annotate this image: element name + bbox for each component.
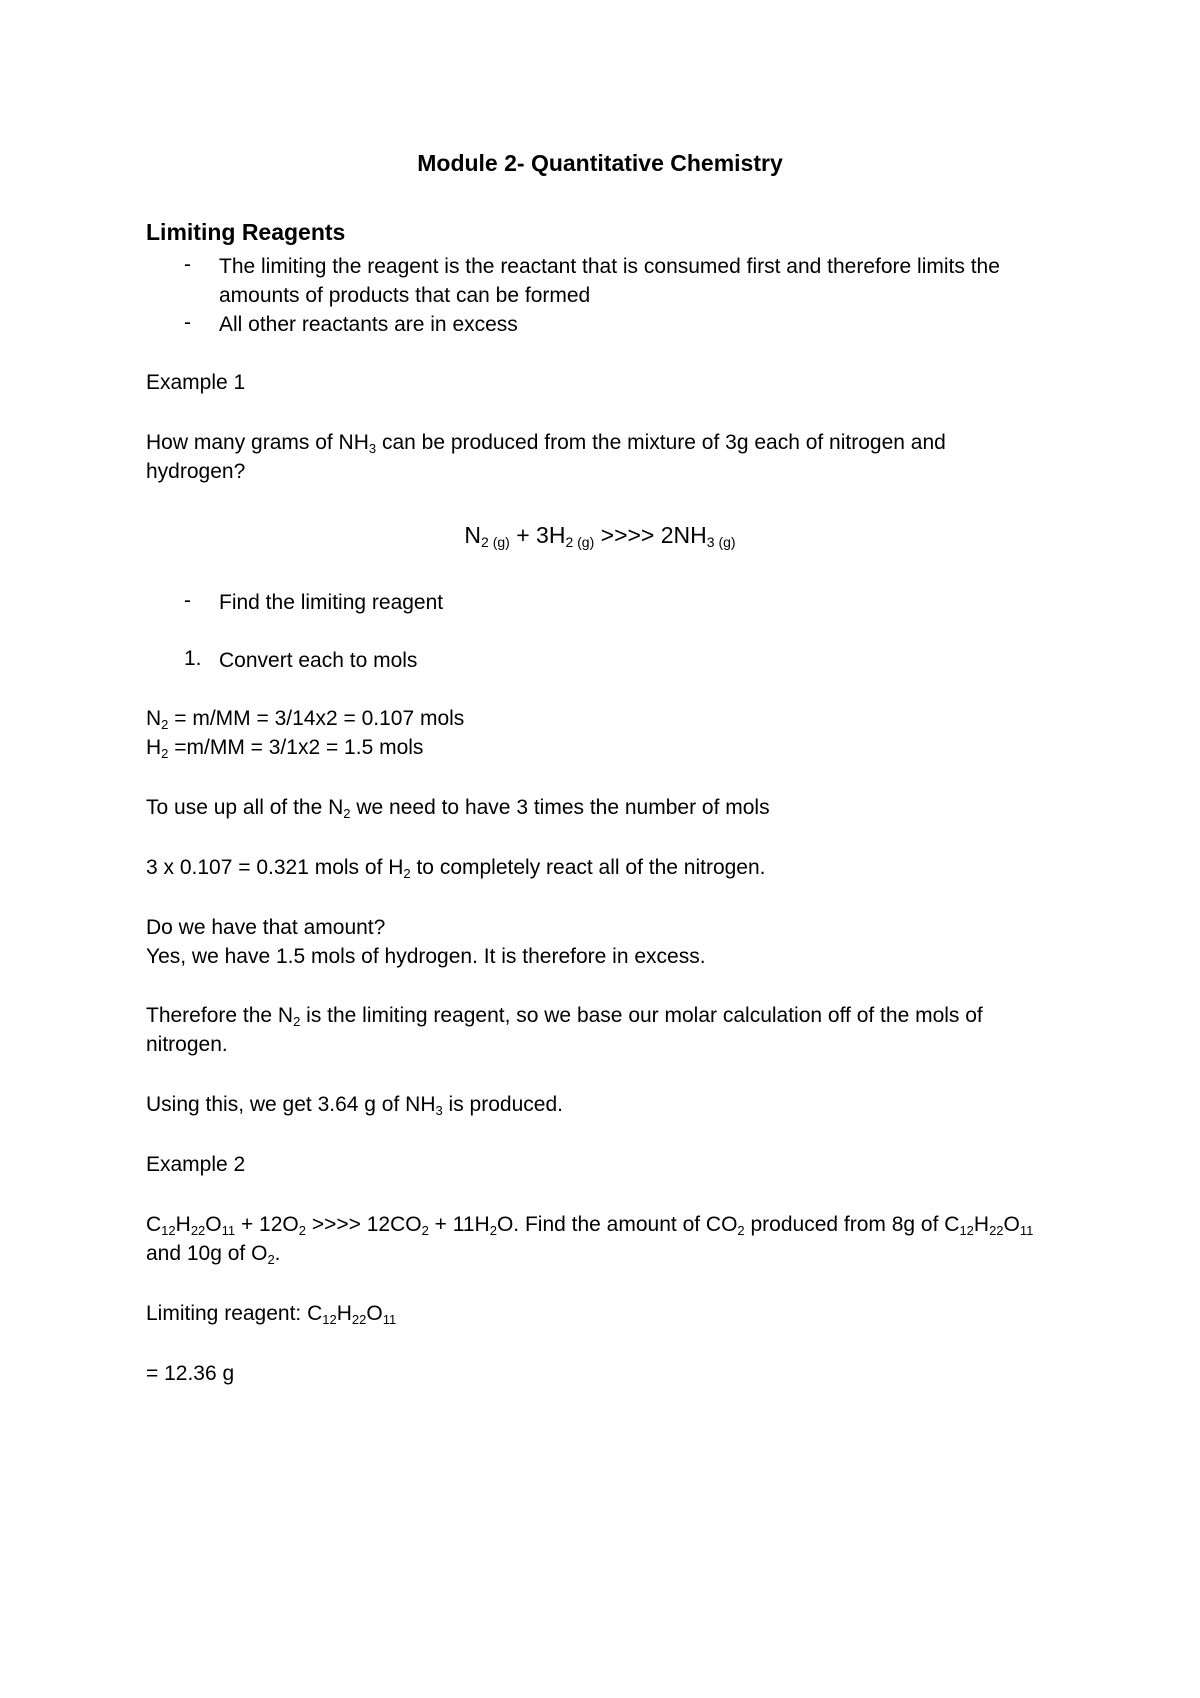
text-run: Using this, we get 3.64 g of NH — [146, 1093, 436, 1116]
text-run: to completely react all of the nitrogen. — [410, 856, 766, 879]
text-run: is produced. — [442, 1093, 563, 1116]
bullet-line: The limiting the reagent is the reactant that is consumed first and therefore limits the — [219, 255, 1000, 278]
bullet-dash: - — [184, 589, 191, 612]
question-amount: Do we have that amount? — [146, 916, 386, 939]
reaction-equation — [0, 522, 1200, 549]
subscript: 2 — [293, 1014, 301, 1029]
subscript: 2 — [343, 806, 351, 821]
eq-term: >>>> 2NH — [594, 522, 707, 548]
text-run: N — [146, 707, 162, 730]
text-run: and 10g of O — [146, 1242, 268, 1265]
eq-term: N — [464, 522, 482, 548]
subscript: 3 — [368, 441, 377, 456]
example-2-question-line2 — [146, 1240, 281, 1268]
bullet-line: amounts of products that can be formed — [219, 284, 591, 307]
answer-amount: Yes, we have 1.5 mols of hydrogen. It is therefore in excess. — [146, 945, 706, 968]
text-run: . — [274, 1242, 281, 1265]
example-2-question: $C_{12}H_{22}O_{11} + 12O_2$ >>>> $12CO_2 + 11H_2O$. Find the amount of $CO_2$ produced from 8g of $C_{12}H_{22}O_{11}$ — [146, 1213, 1034, 1238]
result-text — [146, 1091, 563, 1119]
page-title: Module 2- Quantitative Chemistry — [417, 150, 783, 176]
bullet-text — [219, 252, 1000, 310]
text-run: Therefore the N — [146, 1004, 294, 1027]
text-run: To use up all of the N — [146, 796, 344, 819]
subscript: 3 — [435, 1103, 443, 1118]
therefore-text — [146, 1002, 983, 1030]
text-run: Limiting reagent: C — [146, 1302, 323, 1325]
bullet-dash: - — [184, 253, 191, 276]
text-run: we need to have 3 times the number of mols — [350, 796, 770, 819]
text-run: 3 x 0.107 = 0.321 mols of H — [146, 856, 404, 879]
example-1-question-line2: hydrogen? — [146, 460, 246, 483]
step-number: 1. — [184, 647, 202, 670]
subscript: 2 — [267, 1252, 275, 1267]
text-run: How many grams of NH — [146, 431, 369, 454]
text-run: can be produced from the mixture of 3g each of nitrogen and — [376, 431, 946, 454]
section-heading: Limiting Reagents — [146, 219, 346, 245]
example-2-label: Example 2 — [146, 1153, 246, 1176]
find-step: Find the limiting reagent — [219, 591, 444, 614]
example-2-answer: = 12.36 g — [146, 1362, 235, 1385]
bullet-text: All other reactants are in excess — [219, 313, 518, 336]
limiting-reagent-line: Limiting reagent: $C_{12}H_{22}O_{11}$ — [146, 1302, 397, 1327]
text-run: = m/MM = 3/14x2 = 0.107 mols — [168, 707, 465, 730]
bullet-dash: - — [184, 311, 191, 334]
subscript: 2 (g) — [481, 534, 510, 550]
use-up-text — [146, 794, 770, 822]
calc-n2 — [146, 705, 464, 733]
example-1-label: Example 1 — [146, 371, 246, 394]
text-run: H — [146, 736, 162, 759]
times-calc — [146, 854, 766, 882]
subscript: 2 — [161, 717, 169, 732]
subscript: 3 (g) — [706, 534, 736, 550]
calc-h2 — [146, 734, 423, 762]
subscript: 2 (g) — [565, 534, 595, 550]
subscript: 2 — [403, 866, 411, 881]
step-text: Convert each to mols — [219, 649, 418, 672]
therefore-line2: nitrogen. — [146, 1033, 228, 1056]
eq-term: + 3H — [509, 522, 566, 548]
text-run: =m/MM = 3/1x2 = 1.5 mols — [168, 736, 424, 759]
text-run: is the limiting reagent, so we base our molar calculation off of the mols of — [300, 1004, 983, 1027]
example-1-question — [146, 429, 946, 457]
subscript: 2 — [161, 746, 169, 761]
